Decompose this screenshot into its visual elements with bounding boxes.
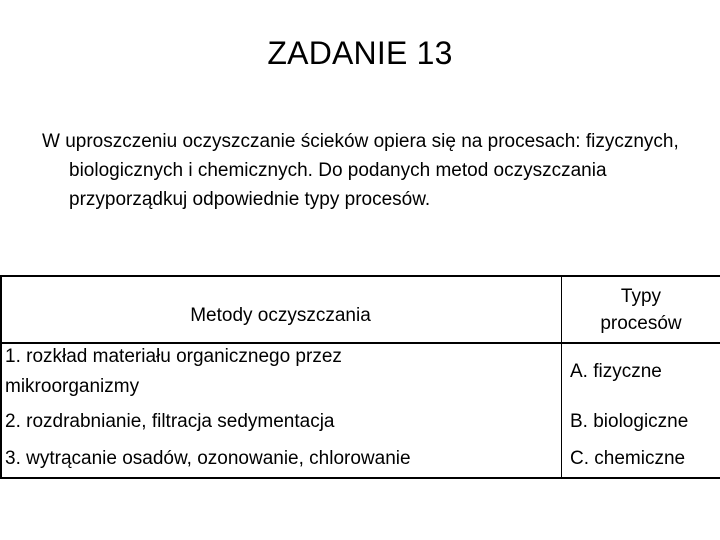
table-row xyxy=(0,340,720,404)
method-cell xyxy=(0,404,562,440)
column-header-types-line2: procesów xyxy=(600,312,682,334)
table-row xyxy=(0,440,720,479)
process-type-cell xyxy=(562,440,720,477)
column-header-types-line1: Typy xyxy=(620,285,662,307)
task-title: ZADANIE 13 xyxy=(267,35,453,71)
process-type-cell xyxy=(562,404,720,440)
task-instruction: W uproszczeniu oczyszczanie ścieków opiera się na procesach: fizycznych, biologicznych i chemicznych. Do podanych metod oczyszczania przyporządkuj odpowiednie typy procesów. xyxy=(42,131,679,210)
method-text: 1. rozkład materiału organicznego przez mikroorganizmy xyxy=(5,346,342,397)
process-type-text: B. biologiczne xyxy=(570,411,689,432)
method-text: 2. rozdrabnianie, filtracja sedymentacja xyxy=(5,411,335,432)
process-type-text: C. chemiczne xyxy=(570,447,686,469)
method-cell xyxy=(0,340,562,404)
process-type-text: A. fizyczne xyxy=(570,361,662,382)
column-header-types xyxy=(562,277,720,342)
method-text: 3. wytrącanie osadów, ozonowanie, chlorowanie xyxy=(5,447,411,469)
column-header-methods xyxy=(0,277,562,342)
process-type-cell xyxy=(562,340,720,404)
table-row xyxy=(0,404,720,440)
table-header-row xyxy=(0,275,720,344)
method-cell xyxy=(0,440,562,477)
column-header-methods-label: Metody oczyszczania xyxy=(190,304,371,326)
